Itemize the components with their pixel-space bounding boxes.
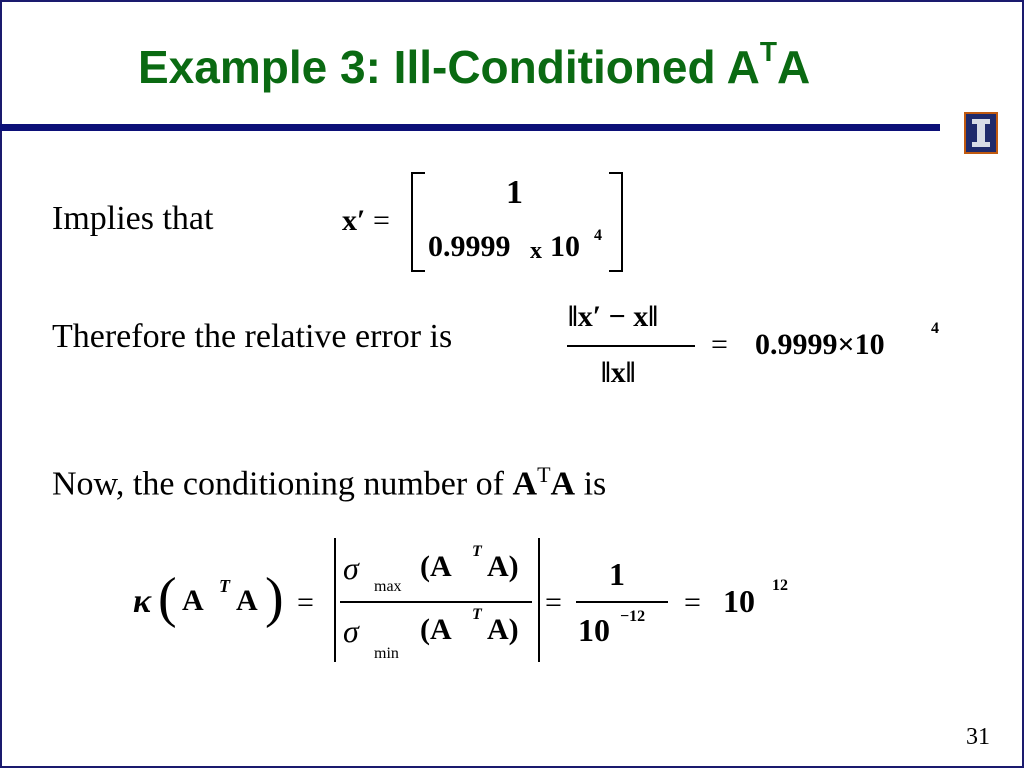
eq1-left-bracket	[411, 172, 413, 272]
eq3-right-paren: )	[265, 567, 284, 629]
eq3-min-label: min	[374, 645, 399, 662]
title-superscript: T	[759, 35, 778, 67]
eq3-arg-a: A	[182, 584, 204, 617]
eq1-bottom-exponent: 4	[594, 227, 602, 244]
eq3-equals-2: =	[545, 586, 562, 619]
implies-that-text: Implies that	[52, 200, 214, 237]
slide-title	[138, 35, 811, 94]
eq3-one: 1	[609, 556, 625, 592]
eq3-rhs: 10	[723, 583, 755, 619]
eq3-equals-1: =	[297, 586, 314, 619]
eq3-arg-t: T	[219, 576, 230, 596]
eq3-left-paren: (	[158, 567, 177, 629]
eq1-bottom-times: x	[530, 238, 542, 264]
eq2-equals: =	[711, 328, 728, 361]
logo-stem	[977, 124, 985, 142]
eq2-denominator: ‖x‖	[601, 356, 636, 389]
eq1-left-bracket-top	[411, 172, 425, 174]
eq3-sigma-max: σ	[343, 550, 359, 586]
eq1-equals: =	[373, 204, 390, 237]
eq3-neg12: −12	[620, 608, 646, 625]
conditioning-bold-a: A	[512, 465, 538, 503]
conditioning-bold-b: A	[550, 465, 576, 503]
eq1-top-entry: 1	[506, 174, 523, 211]
eq1-right-bracket	[621, 172, 623, 272]
conditioning-text-b: is	[575, 465, 607, 503]
page-number: 31	[966, 724, 990, 750]
eq2-rhs: 0.9999×10	[755, 328, 885, 361]
eq2-rhs-exponent: 4	[931, 320, 939, 337]
title-main: Example 3: Ill-Conditioned A	[138, 41, 760, 93]
eq1-bottom-mantissa: 0.9999	[428, 230, 511, 263]
eq3-sigma-min: σ	[343, 613, 359, 649]
eq1-bottom-base: 10	[550, 230, 580, 263]
eq1-right-bracket-top	[609, 172, 623, 174]
conditioning-number-text	[52, 462, 606, 503]
university-logo-icon	[964, 112, 998, 154]
eq3-fraction-bar	[340, 601, 532, 603]
eq3-num-t: T	[472, 543, 482, 560]
eq1-lhs: x′	[342, 204, 366, 237]
eq3-den-a: (A	[420, 613, 452, 646]
conditioning-superscript: T	[537, 462, 551, 487]
eq1-right-bracket-bottom	[609, 270, 623, 272]
relative-error-text: Therefore the relative error is	[52, 318, 453, 355]
eq3-abs-left	[334, 538, 336, 662]
eq2-fraction-bar	[567, 345, 695, 347]
eq3-abs-right	[538, 538, 540, 662]
eq3-den-t: T	[472, 606, 482, 623]
eq3-max-label: max	[374, 578, 402, 595]
eq3-equals-3: =	[684, 586, 701, 619]
eq3-num-a: (A	[420, 550, 452, 583]
title-tail: A	[777, 41, 811, 93]
eq3-kappa: κ	[133, 583, 152, 620]
eq3-fraction-bar-2	[576, 601, 668, 603]
eq2-numerator: ‖x′ − x‖	[568, 300, 658, 333]
conditioning-text-a: Now, the conditioning number of	[52, 465, 513, 503]
eq3-den-b: A)	[487, 613, 519, 646]
eq1-left-bracket-bottom	[411, 270, 425, 272]
eq3-num-b: A)	[487, 550, 519, 583]
eq3-arg-b: A	[236, 584, 258, 617]
title-rule	[0, 124, 940, 131]
eq3-ten: 10	[578, 612, 610, 648]
eq3-rhs-exponent: 12	[772, 577, 788, 594]
logo-bottom-bar	[972, 142, 990, 147]
